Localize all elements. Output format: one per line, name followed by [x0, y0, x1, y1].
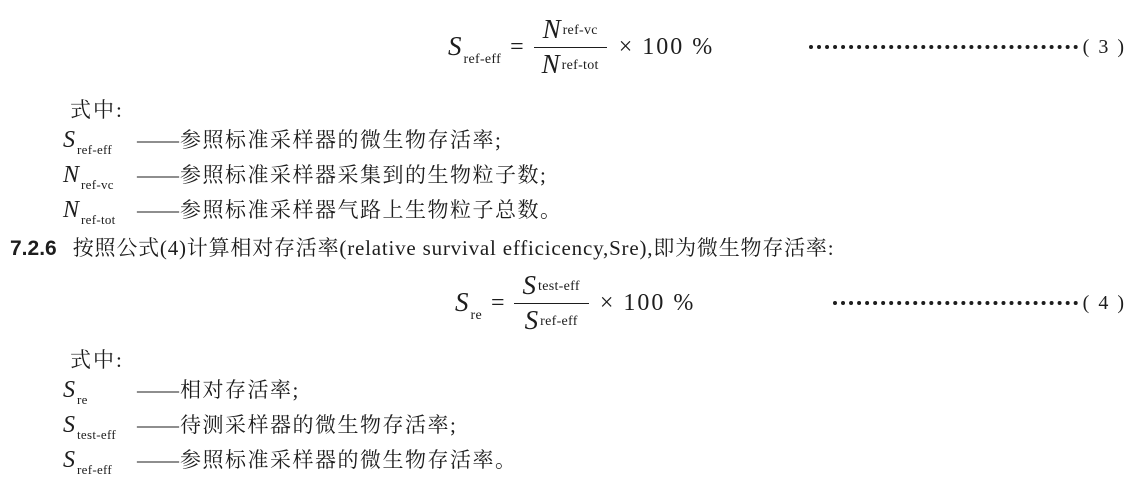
numerator-variable: N	[542, 14, 561, 44]
definition-row	[63, 124, 1136, 159]
definition-text: 相对存活率;	[180, 378, 300, 402]
symbol-subscript: re	[77, 392, 88, 407]
definition-text: 待测采样器的微生物存活率;	[180, 413, 458, 437]
symbol-variable: N	[63, 197, 80, 223]
symbol-subscript: ref-eff	[77, 142, 113, 157]
denominator-variable: S	[524, 305, 539, 335]
denominator	[533, 48, 608, 78]
numerator-subscript: test-eff	[538, 279, 580, 294]
definition-dash: ——	[137, 128, 179, 152]
dotted-leader	[809, 45, 1077, 49]
numerator-variable: S	[522, 270, 537, 300]
definition-dash: ——	[137, 413, 179, 437]
symbol-variable: S	[63, 412, 75, 438]
where-label: 式中:	[70, 98, 124, 122]
equals-sign: =	[490, 289, 505, 316]
symbol	[63, 162, 137, 192]
lhs-subscript: ref-eff	[463, 52, 502, 67]
dotted-leader	[833, 301, 1077, 305]
symbol-variable: S	[63, 127, 75, 153]
symbol	[63, 197, 137, 227]
definition-row	[63, 444, 1136, 479]
definition-dash: ——	[137, 448, 179, 472]
symbol-subscript: ref-eff	[77, 462, 113, 477]
definition-text: 参照标准采样器的微生物存活率;	[180, 128, 503, 152]
fraction	[514, 272, 589, 334]
equation-number: ( 4 )	[1082, 291, 1126, 314]
lhs-symbol	[455, 287, 482, 323]
definition-row	[63, 374, 1136, 409]
equation-number: ( 3 )	[1082, 35, 1126, 58]
definition-text: 参照标准采样器的微生物存活率。	[180, 448, 518, 472]
symbol-subscript: ref-vc	[81, 177, 114, 192]
denominator-subscript: ref-tot	[561, 58, 599, 73]
clause-7-2-6	[10, 232, 1136, 262]
multiplier: × 100 %	[618, 33, 715, 60]
definition-row	[63, 409, 1136, 444]
definition-text: 参照标准采样器采集到的生物粒子数;	[180, 163, 548, 187]
denominator-variable: N	[541, 49, 560, 79]
symbol	[63, 377, 137, 407]
numerator	[514, 272, 589, 304]
denominator-subscript: ref-eff	[540, 314, 578, 329]
definition-row	[63, 194, 1136, 229]
symbol	[63, 127, 137, 157]
lhs-variable: S	[448, 31, 462, 61]
definition-row	[63, 159, 1136, 194]
definition-text: 参照标准采样器气路上生物粒子总数。	[180, 198, 563, 222]
multiplier: × 100 %	[599, 289, 696, 316]
symbol-variable: N	[63, 162, 80, 188]
symbol-variable: S	[63, 447, 75, 473]
numerator-subscript: ref-vc	[562, 23, 598, 38]
definition-dash: ——	[137, 378, 179, 402]
symbol-subscript: ref-tot	[81, 212, 116, 227]
symbol	[63, 412, 137, 442]
symbol	[63, 447, 137, 477]
lhs-subscript: re	[470, 308, 482, 323]
fraction	[533, 16, 608, 78]
clause-number: 7.2.6	[10, 237, 57, 260]
numerator	[534, 16, 607, 48]
equation-3-formula	[448, 16, 714, 78]
symbol-subscript: test-eff	[77, 427, 116, 442]
equation-3	[0, 12, 1136, 82]
lhs-symbol	[448, 31, 502, 67]
lhs-variable: S	[455, 287, 469, 317]
equation-4	[0, 270, 1136, 336]
clause-text: 按照公式(4)计算相对存活率(relative survival efficicency,Sre),即为微生物存活率:	[72, 236, 835, 260]
equation-4-formula	[455, 272, 695, 334]
where-label: 式中:	[70, 348, 124, 372]
definition-dash: ——	[137, 163, 179, 187]
symbol-variable: S	[63, 377, 75, 403]
denominator	[516, 304, 587, 334]
definition-dash: ——	[137, 198, 179, 222]
equals-sign: =	[510, 33, 524, 60]
